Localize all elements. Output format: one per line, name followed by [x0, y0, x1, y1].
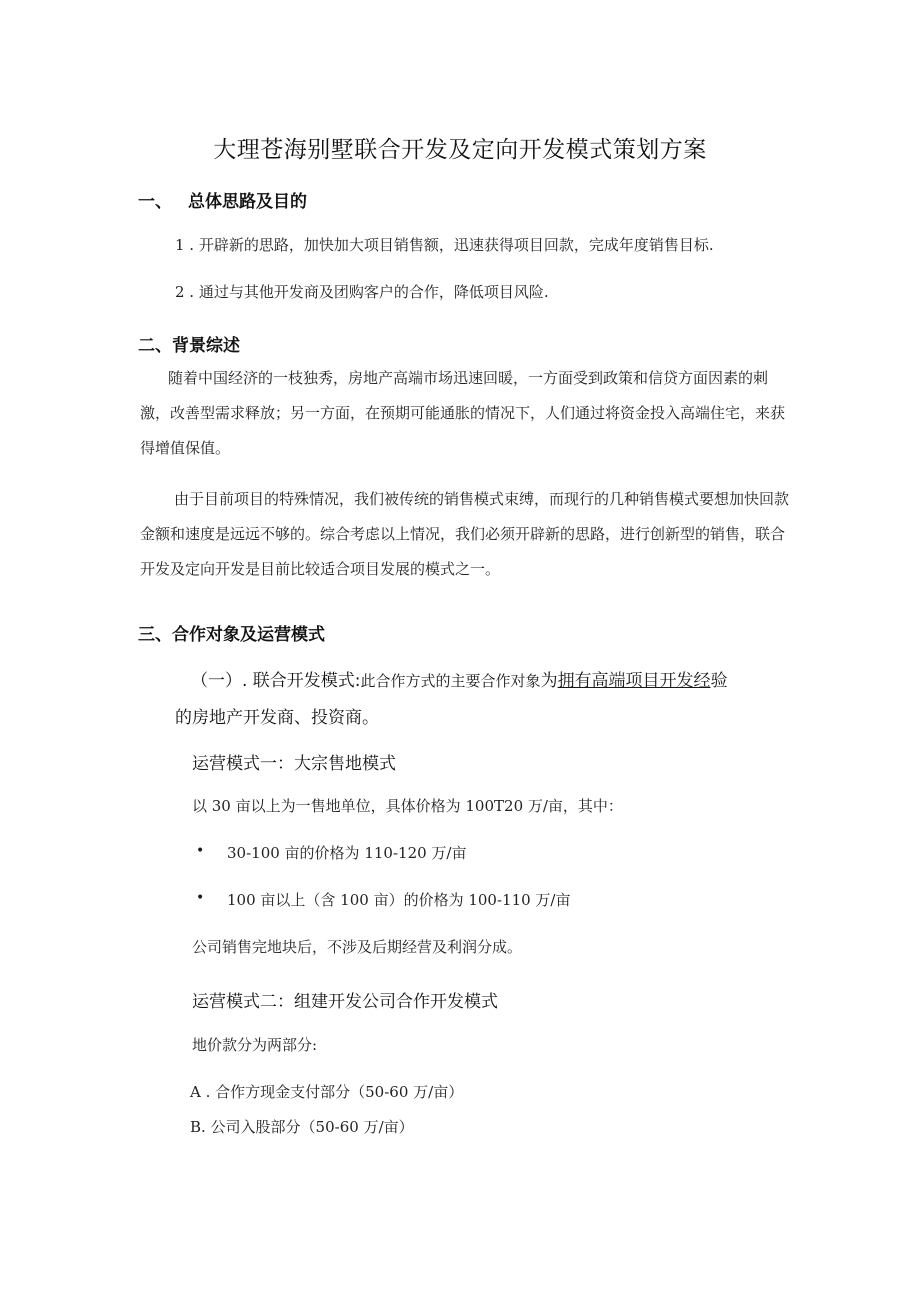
- section-2-heading: 二、背景综述: [138, 336, 240, 356]
- joint-development-text-a: 此合作方式的主要合作对象: [360, 672, 541, 690]
- section-1-number: 一、: [138, 192, 172, 212]
- bullet-dot-icon: •: [196, 890, 205, 906]
- section-2-paragraph-1: 随着中国经济的一枝独秀，房地产高端市场迅速回暖，一方面受到政策和信贷方面因素的刺激，改善型需求释放；另一方面，在预期可能通胀的情况下，人们通过将资金投入高端住宅，来获得增值保值。: [140, 369, 786, 457]
- joint-development-text-c: 拥有高端项目开发经: [557, 671, 711, 691]
- mode-2-intro: 地价款分为两部分:: [192, 1036, 318, 1054]
- mode-1-bullet-1: 30-100 亩的价格为 110-120 万/亩: [227, 844, 467, 862]
- mode-2-heading: 运营模式二：组建开发公司合作开发模式: [192, 992, 498, 1012]
- joint-development-text-b: 为: [540, 671, 558, 691]
- mode-1-heading: 运营模式一：大宗售地模式: [192, 754, 396, 774]
- mode-2-part-a: A . 合作方现金支付部分（50-60 万/亩）: [190, 1083, 464, 1101]
- section-1-heading: 总体思路及目的: [188, 192, 307, 212]
- joint-development-line: [191, 666, 728, 691]
- section-2-paragraph-2: 由于目前项目的特殊情况，我们被传统的销售模式束缚，而现行的几种销售模式要想加快回款金额和速度是远远不够的。综合考虑以上情况，我们必须开辟新的思路，进行创新型的销售，联合开发及定向开发是目前比较适合项目发展的模式之一。: [140, 490, 790, 578]
- mode-1-note: 公司销售完地块后，不涉及后期经营及利润分成。: [192, 938, 523, 956]
- mode-1-bullet-2: 100 亩以上（含 100 亩）的价格为 100-110 万/亩: [227, 891, 571, 909]
- joint-development-text-e: 的房地产开发商、投资商。: [175, 708, 379, 728]
- section-3-heading: 三、合作对象及运营模式: [138, 625, 325, 645]
- section-1-item-1: 1 . 开辟新的思路，加快加大项目销售额，迅速获得项目回款，完成年度销售目标.: [175, 236, 714, 254]
- mode-2-part-b: B. 公司入股部分（50-60 万/亩）: [190, 1118, 414, 1136]
- joint-development-label: （一）. 联合开发模式:: [191, 671, 361, 691]
- mode-1-intro: 以 30 亩以上为一售地单位，具体价格为 100T20 万/亩，其中：: [192, 797, 623, 815]
- page-title: 大理苍海别墅联合开发及定向开发模式策划方案: [213, 137, 707, 163]
- section-1-item-2: 2 . 通过与其他开发商及团购客户的合作，降低项目风险.: [175, 283, 549, 301]
- bullet-dot-icon: •: [196, 843, 205, 859]
- joint-development-text-d: 验: [710, 671, 728, 691]
